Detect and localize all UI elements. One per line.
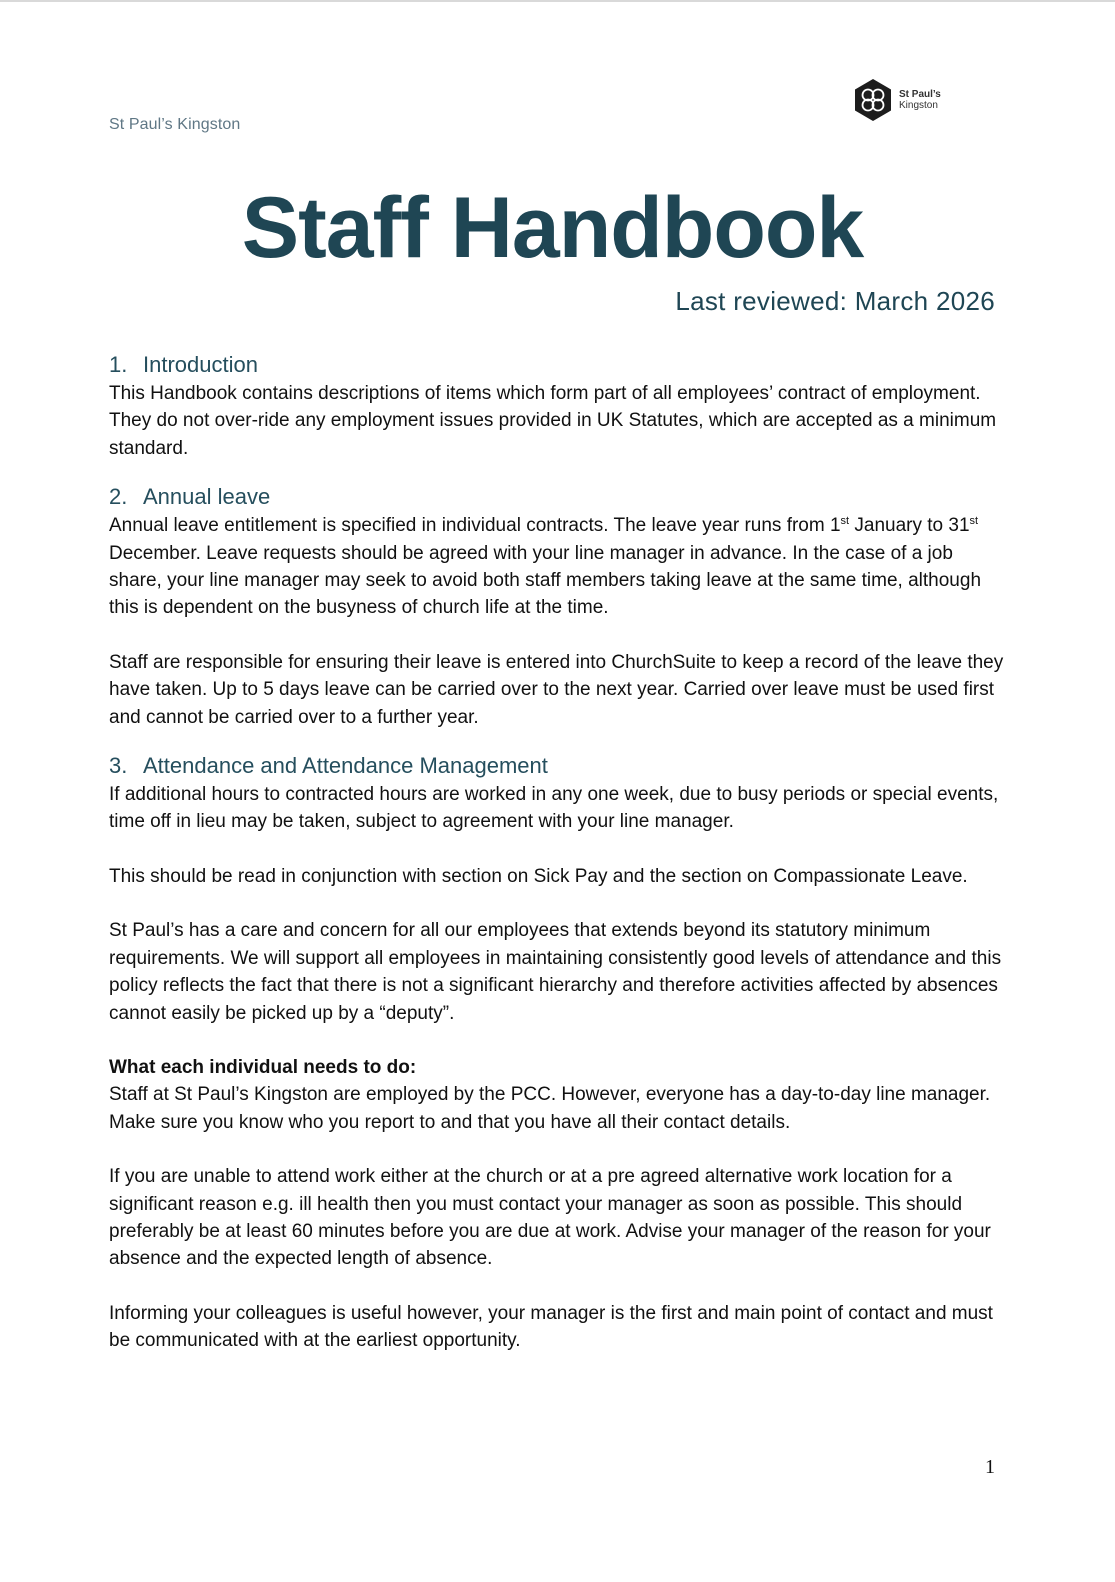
logo-line-2: Kingston — [899, 100, 938, 111]
last-reviewed-date: Last reviewed: March 2026 — [675, 286, 995, 316]
attendance-paragraph-1: If additional hours to contracted hours are worked in any one week, due to busy periods or special events, time off in lieu may be taken, subject to agreement with your line manager. — [109, 784, 999, 833]
superscript-ordinal: st — [969, 515, 979, 528]
page-number: 1 — [985, 1456, 995, 1478]
page-top-border — [0, 0, 1115, 2]
logo-text — [899, 89, 941, 111]
attendance-paragraph-2: This should be read in conjunction with section on Sick Pay and the section on Compassionate Leave. — [109, 865, 968, 887]
page-title: Staff Handbook — [241, 180, 864, 276]
section-heading-attendance — [109, 751, 1009, 781]
section-heading-introduction — [109, 350, 1009, 380]
attendance-sub-paragraph-3: Informing your colleagues is useful however, your manager is the first and main point of contact and must be communicated with at the earliest opportunity. — [109, 1302, 993, 1352]
section-heading-annual-leave — [109, 482, 1009, 512]
section-title: Attendance and Attendance Management — [143, 753, 548, 779]
attendance-sub-paragraph-2: If you are unable to attend work either at the church or at a pre agreed alternative work location for a significant reason e.g. ill health then you must contact your manager as soon as possible. This should preferably be at least 60 minutes before you are due at work. Advise your manager of the reason for your absence and the expected length of absence. — [109, 1166, 991, 1270]
introduction-paragraph: This Handbook contains descriptions of items which form part of all employees’ contract of employment. They do not over-ride any employment issues provided in UK Statutes, which are accepted as a minimum standard. — [109, 383, 997, 459]
attendance-paragraph-3: St Paul’s has a care and concern for all our employees that extends beyond its statutory minimum requirements. We will support all employees in maintaining consistently good levels of attendance and this policy reflects the fact that there is not a significant hierarchy and therefore activities affected by absences cannot easily be picked up by a “deputy”. — [109, 920, 1002, 1024]
header-org-name: St Paul’s Kingston — [109, 116, 241, 133]
superscript-ordinal: st — [840, 515, 850, 528]
document-body — [109, 350, 1009, 1355]
section-number: 1. — [109, 352, 128, 377]
annual-leave-paragraph-1: Annual leave entitlement is specified in individual contracts. The leave year runs from 1st January to 31st December. Leave requests should be agreed with your line manager in advance. In the case of a job share, your line manager may seek to avoid both staff members taking leave at the same time, although this is dependent on the busyness of church life at the time. — [109, 515, 982, 619]
section-title: Annual leave — [143, 484, 271, 510]
attendance-sub-paragraph-1: Staff at St Paul’s Kingston are employed by the PCC. However, everyone has a day-to-day line manager. Make sure you know who you report to and that you have all their contact details. — [109, 1084, 991, 1133]
section-title: Introduction — [143, 352, 258, 377]
section-number: 2. — [109, 484, 128, 510]
logo-hexagon-icon — [853, 78, 893, 122]
logo-line-1: St Paul’s — [899, 89, 941, 100]
logo — [853, 78, 941, 122]
attendance-subheading: What each individual needs to do: — [109, 1056, 417, 1078]
annual-leave-paragraph-2: Staff are responsible for ensuring their leave is entered into ChurchSuite to keep a record of the leave they have taken. Up to 5 days leave can be carried over to the next year. Carried over leave must be used first and cannot be carried over to a further year. — [109, 651, 1004, 728]
section-number: 3. — [109, 753, 128, 779]
